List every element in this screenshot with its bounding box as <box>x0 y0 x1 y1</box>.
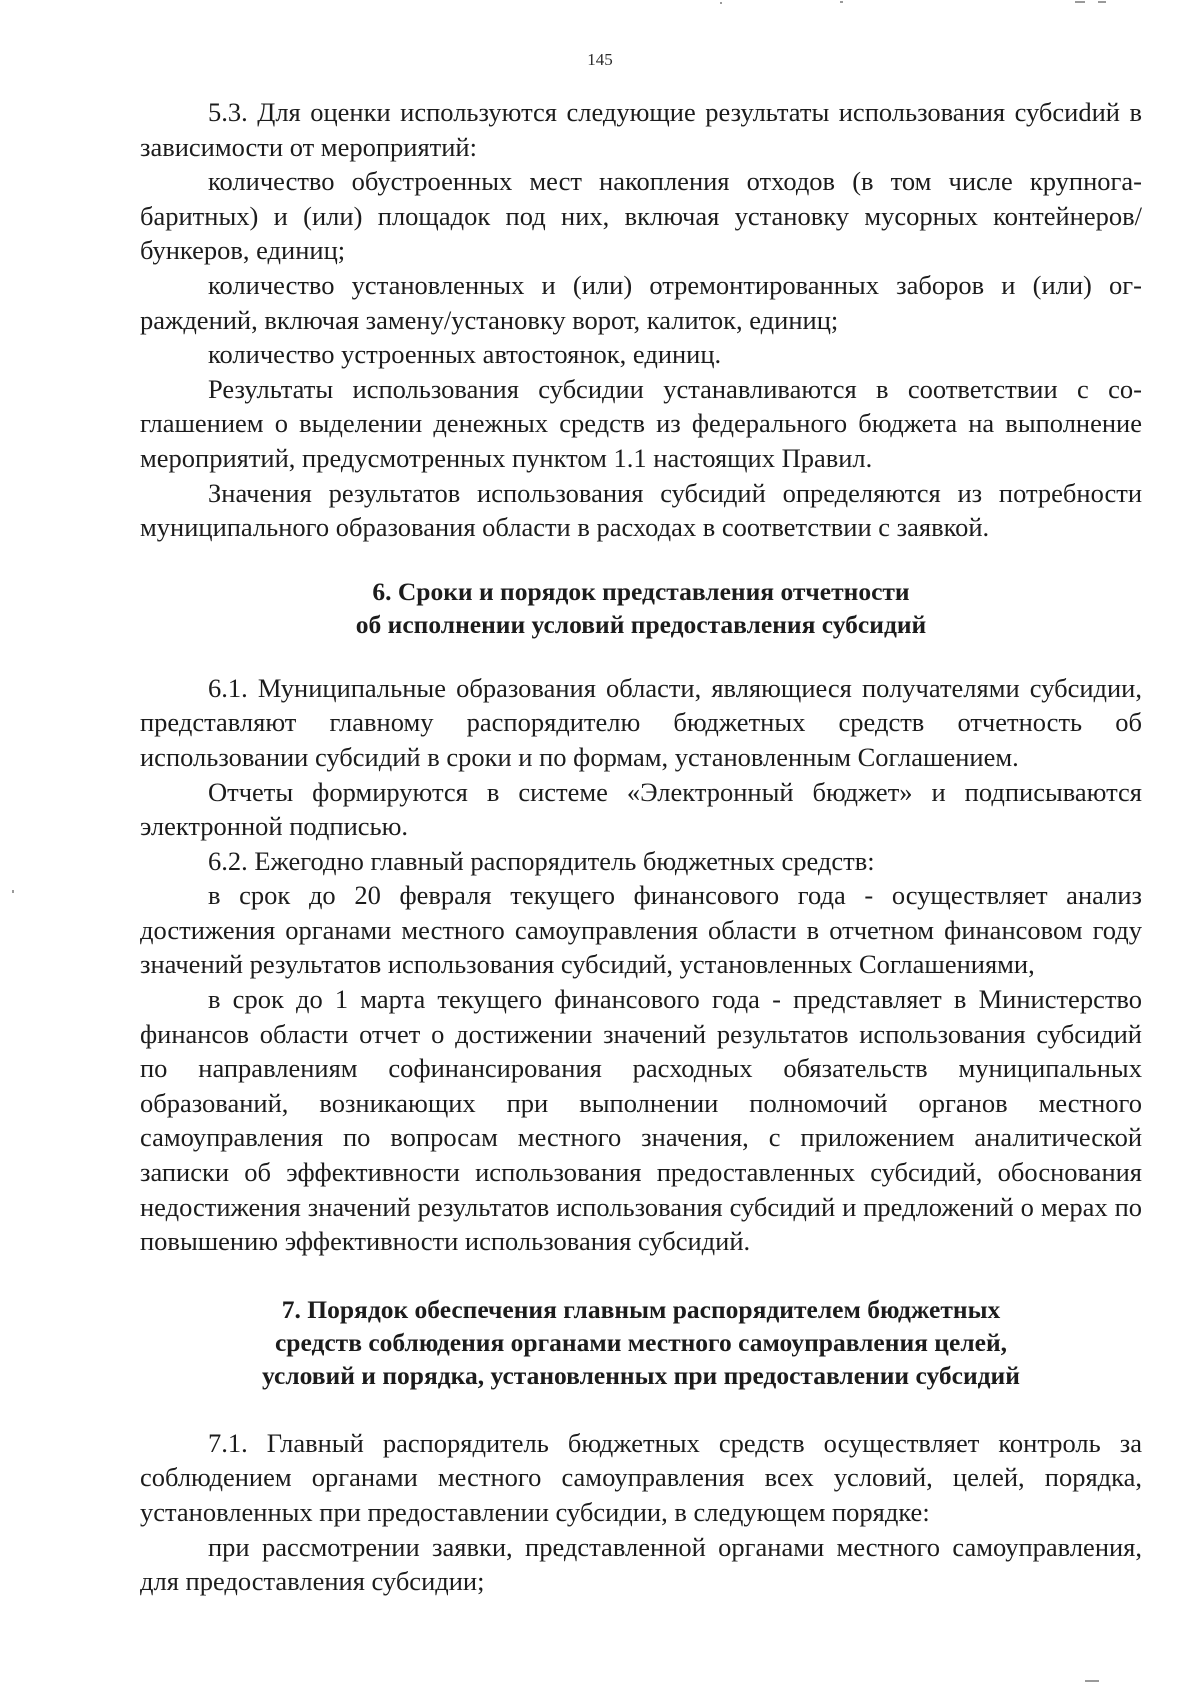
document-body <box>140 95 1142 1599</box>
paragraph-5-3: 5.3. Для оценки используются следующие результаты использования субсиdий в зависимости от мероприятий: <box>140 97 1142 162</box>
paragraph-results-values: Значения результатов использования субсидий определяются из потребности муниципального образования области в расходах в соответствии с заявкой. <box>140 477 1142 543</box>
section-7-heading <box>140 1293 1142 1392</box>
scan-speck <box>1075 1 1085 3</box>
list-item-waste-sites: количество обустроенных мест накопления отходов (в том числе крупногабаритных) и (или) площадок под них, включая установку мусорных контейнеров/бункеров, единиц; <box>140 166 1142 266</box>
paragraph-6-2: 6.2. Ежегодно главный распорядитель бюджетных средств: <box>208 845 875 876</box>
paragraph-7-1: 7.1. Главный распорядитель бюджетных средств осуществляет контроль за соблюдением органами местного самоуправления всех условий, целей, порядка, установленных при предоставлении субсидии, в следующем порядке: <box>140 1427 1142 1527</box>
scan-speck <box>720 2 722 4</box>
list-item-parking: количество устроенных автостоянок, единиц. <box>208 339 722 370</box>
paragraph-results-agreement: Результаты использования субсидии устанавливаются в соответствии с соглашением о выделении денежных средств из федерального бюджета на выполнение мероприятий, предусмотренных пунктом 1.1 настоящих Правил. <box>140 373 1142 473</box>
section-7-heading-line-1: 7. Порядок обеспечения главным распорядителем бюджетных <box>281 1294 1001 1324</box>
list-item-mar-1-report: в срок до 1 марта текущего финансового года - представляет в Министерство финансов области отчет о достижении значений результатов использования субсидий по направлениям софинансирования расходных обязательств муниципальных образований, возникающих при выполнении полномочий органов местного самоуправления по вопросам местного значения, с приложением аналитической записки об эффективности использования предоставленных субсидий, обоснования недостижения значений результатов использования субсидий и предложений о мерах по повышению эффективности использования субсидий. <box>140 984 1142 1257</box>
paragraph-6-1: 6.1. Муниципальные образования области, являющиеся получателями субсидии, представляют главному распорядителю бюджетных средств отчетность об использовании субсидий в сроки и по формам, установленным Соглашением. <box>140 672 1142 772</box>
scan-speck <box>1098 1 1106 3</box>
scan-speck <box>1085 1680 1099 1682</box>
scan-speck <box>12 890 14 893</box>
section-6-heading <box>140 575 1142 641</box>
list-item-feb-20-analysis: в срок до 20 февраля текущего финансового года - осуществляет анализ достижения органами местного самоуправления области в отчетном финансовом году значений результатов использования субсидий, установленных Соглашениями, <box>140 880 1142 980</box>
scan-speck <box>840 1 843 3</box>
section-6-heading-line-1: 6. Сроки и порядок представления отчетности <box>372 576 910 606</box>
list-item-fences: количество установленных и (или) отремонтированных заборов и (или) ограждений, включая замену/установку ворот, калиток, единиц; <box>140 269 1142 335</box>
paragraph-reports-electronic-budget: Отчеты формируются в системе «Электронный бюджет» и подписываются электронной подписью. <box>140 776 1142 842</box>
section-7-heading-line-3: условий и порядка, установленных при предоставлении субсидий <box>262 1360 1020 1390</box>
section-6-heading-line-2: об исполнении условий предоставления субсидий <box>355 609 927 639</box>
section-7-heading-line-2: средств соблюдения органами местного самоуправления целей, <box>274 1327 1008 1357</box>
page-number: 145 <box>587 50 613 69</box>
list-item-application-review: при рассмотрении заявки, представленной органами местного самоуправления, для предоставления субсидии; <box>140 1531 1142 1597</box>
